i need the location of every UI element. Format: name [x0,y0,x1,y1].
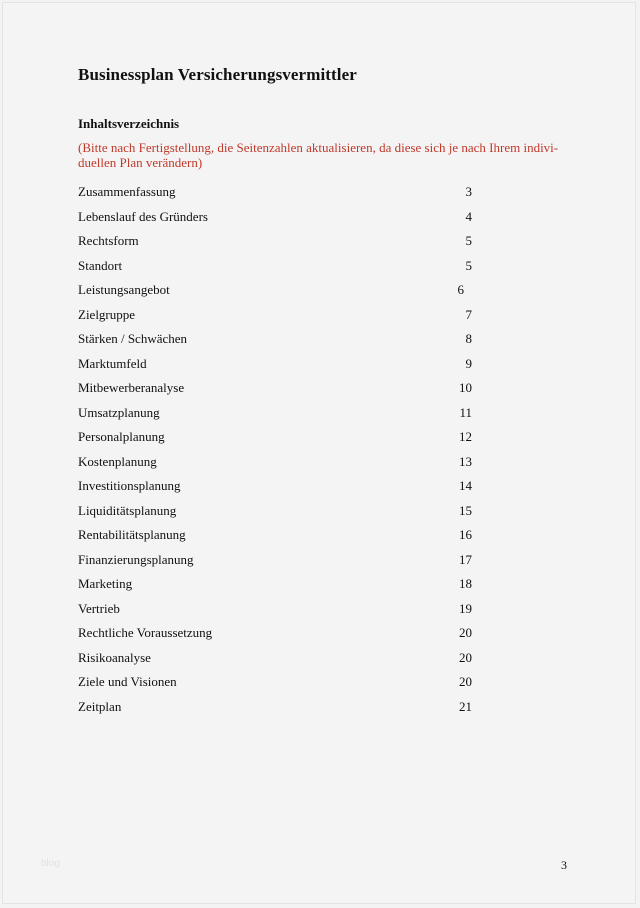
toc-entry-page: 6 [457,282,464,297]
toc-entry[interactable] [78,575,478,600]
toc-entry-label: Rechtliche Voraussetzung [78,625,213,640]
toc-entry-page: 16 [459,527,472,542]
toc-entry[interactable] [78,502,478,527]
toc-entry-page: 14 [459,478,472,493]
toc-entry[interactable] [78,649,478,674]
toc-entry-page: 20 [459,674,472,689]
toc-entry[interactable] [78,208,478,233]
toc-entry-label: Investitionsplanung [78,478,181,493]
toc-entry-page: 21 [459,698,472,714]
toc-entry-page: 19 [459,600,472,616]
document-page [2,2,636,904]
toc-entry-page: 3 [465,184,472,199]
toc-entry[interactable] [78,330,478,355]
toc-entry-label: Leistungsangebot [78,282,170,297]
toc-entry[interactable] [78,477,478,502]
toc-entry[interactable] [78,404,478,429]
toc-entry-page: 11 [459,404,472,420]
toc-entry-label: Personalplanung [78,429,165,444]
toc-entry-page: 17 [459,551,472,567]
toc-entry[interactable] [78,306,478,331]
toc-entry[interactable] [78,600,478,625]
table-of-contents [78,183,478,722]
toc-entry-label: Zielgruppe [78,306,136,322]
watermark: blog [41,858,60,869]
toc-entry-label: Vertrieb [78,600,120,616]
toc-entry-label: Standort [78,257,123,273]
toc-entry-page: 20 [459,625,472,640]
footer-page-number: 3 [561,858,567,872]
toc-entry-label: Umsatzplanung [78,404,160,420]
toc-entry-label: Marktumfeld [78,355,147,371]
toc-entry-page: 20 [459,649,472,665]
toc-entry-page: 12 [459,429,472,444]
toc-entry-label: Lebenslauf des Gründers [78,208,208,224]
toc-entry-label: Ziele und Visionen [78,674,177,689]
toc-entry[interactable] [78,526,478,551]
toc-entry[interactable] [78,698,478,723]
toc-entry[interactable] [78,551,478,576]
toc-entry-page: 18 [459,576,472,591]
update-note: (Bitte nach Fertigstellung, die Seitenzahlen aktualisieren, da diese sich je nach Ihrem indivi-duellen Plan verändern) [78,140,559,170]
toc-entry-label: Zeitplan [78,698,122,714]
toc-entry-label: Zusammenfassung [78,184,176,199]
toc-entry[interactable] [78,232,478,257]
toc-entry-label: Finanzierungsplanung [78,551,194,567]
toc-entry[interactable] [78,428,478,453]
toc-entry[interactable] [78,183,478,208]
toc-entry[interactable] [78,281,478,306]
toc-entry-page: 5 [465,233,472,248]
toc-entry-page: 7 [465,306,472,322]
toc-entry-label: Kostenplanung [78,453,157,469]
toc-entry-label: Stärken / Schwächen [78,331,188,346]
toc-entry[interactable] [78,673,478,698]
toc-heading: Inhaltsverzeichnis [78,116,180,131]
toc-entry[interactable] [78,379,478,404]
toc-entry[interactable] [78,453,478,478]
toc-entry-page: 8 [465,331,472,346]
toc-entry-page: 4 [465,208,472,224]
toc-entry-page: 15 [459,502,472,518]
toc-entry-label: Mitbewerberanalyse [78,380,185,395]
toc-entry[interactable] [78,257,478,282]
toc-entry-page: 9 [465,355,472,371]
toc-entry[interactable] [78,355,478,380]
document-title: Businessplan Versicherungsvermittler [78,65,357,84]
toc-entry-page: 5 [465,257,472,273]
toc-entry-label: Rechtsform [78,233,139,248]
toc-entry-page: 10 [459,380,472,395]
toc-entry[interactable] [78,624,478,649]
toc-entry-page: 13 [459,453,472,469]
toc-entry-label: Rentabilitätsplanung [78,527,186,542]
toc-entry-label: Risikoanalyse [78,649,151,665]
toc-entry-label: Liquiditätsplanung [78,502,177,518]
toc-entry-label: Marketing [78,576,133,591]
